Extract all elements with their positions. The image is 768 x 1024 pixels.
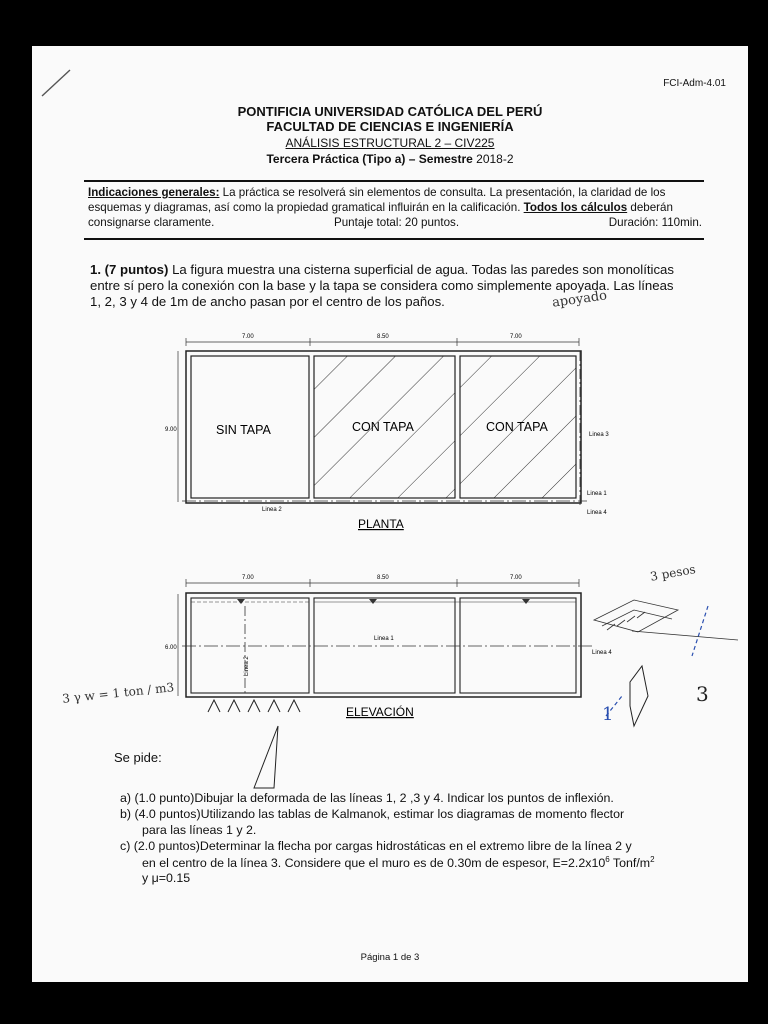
hand-note-formula: 3 γ w = 1 ton / m3 [61,680,175,706]
exponent-6: 6 [605,855,610,864]
hand-3d-sketch [594,600,678,632]
problem-line-2: entre sí pero la conexión con la base y la tapa se considera como simplemente apoyada. Las líneas [90,278,674,293]
elev-dim-3: 7.00 [510,575,522,581]
hand-load-sketch [254,726,278,788]
document-code: FCI-Adm-4.01 [663,78,726,89]
plan-line-1-label: Linea 1 [587,491,607,497]
elev-dim-1: 7.00 [242,575,254,581]
plan-line-4-label: Linea 4 [587,510,607,516]
elevation-cell-2 [314,598,455,693]
plan-line-2-label: Linea 2 [262,507,282,513]
instructions-line-3: consignarse claramente. [88,216,215,229]
exam-year: 2018-2 [476,152,514,166]
exam-title-bold: Tercera Práctica (Tipo a) – Semestre [266,152,473,166]
task-c-line-2 [142,855,655,870]
task-c-line-3: y μ=0.15 [142,871,191,885]
elev-line-2-label: Linea 2 [244,656,250,676]
plan-dim-3: 7.00 [510,334,522,340]
problem-number: 1. (7 puntos) [90,262,169,277]
page-footer: Página 1 de 3 [360,952,420,963]
task-b-line-2: para las líneas 1 y 2. [142,823,257,837]
problem-text-1: La figura muestra una cisterna superficial de agua. Todas las paredes son monolíticas [168,262,674,277]
instructions-text-1: La práctica se resolverá sin elementos de consulta. La presentación, la claridad de los [219,186,666,199]
task-c-line-1: c) (2.0 puntos)Determinar la flecha por cargas hidrostáticas en el extremo libre de la línea 2 y [120,839,632,853]
task-b-line-1: b) (4.0 puntos)Utilizando las tablas de Kalmanok, estimar los diagramas de momento flector [120,807,625,821]
water-level-markers [237,599,530,604]
hand-note-one: 1 [602,704,614,725]
faculty-name: FACULTAD DE CIENCIAS E INGENIERÍA [266,119,514,134]
elev-dim-height: 6.00 [165,645,177,651]
exponent-2: 2 [650,855,655,864]
plan-dim-1: 7.00 [242,334,254,340]
task-c-text: en el centro de la línea 3. Considere que el muro es de 0.30m de espesor, E=2.2x10 [142,856,606,871]
university-name: PONTIFICIA UNIVERSIDAD CATÓLICA DEL PERÚ [237,104,543,119]
plan-dim-2: 8.50 [377,334,389,340]
plan-cell-3-label: CON TAPA [486,420,548,434]
plan-line-3-label: Linea 3 [589,432,609,438]
elev-dim-2: 8.50 [377,575,389,581]
task-a: a) (1.0 punto)Dibujar la deformada de las líneas 1, 2 ,3 y 4. Indicar los puntos de inflexión. [120,791,614,805]
hand-wall-sketch [630,666,648,726]
hand-triangles [208,700,300,712]
elev-line-1-label: Linea 1 [374,636,394,642]
total-score: Puntaje total: 20 puntos. [334,216,460,229]
hand-blue-dash-1 [692,606,708,656]
instructions-text-3: deberán [627,201,673,214]
instructions-text-2: esquemas y diagramas, así como la propiedad gramatical influirán en la calificación. [88,201,524,214]
elevation-cell-3 [460,598,576,693]
tasks-intro: Se pide: [114,750,162,765]
plan-dim-height: 9.00 [165,427,177,433]
hand-axis [632,631,738,640]
plan-caption: PLANTA [358,517,404,531]
elev-line-4-label: Linea 4 [592,650,612,656]
instructions-bold: Todos los cálculos [523,201,628,214]
elevation-cell-1 [191,598,309,693]
elevation-caption: ELEVACIÓN [346,705,414,719]
task-c-unit: Tonf/m [609,856,651,871]
hand-note-apoyado: apoyado [551,288,608,311]
plan-cell-1-label: SIN TAPA [216,423,271,437]
hand-note-three: 3 [696,682,709,706]
duration: Duración: 110min. [608,216,702,229]
course-title: ANÁLISIS ESTRUCTURAL 2 – CIV225 [285,136,495,150]
exam-page [32,46,748,982]
plan-cell-2-label: CON TAPA [352,420,414,434]
problem-line-3: 1, 2, 3 y 4 de 1m de ancho pasan por el centro de los paños. [90,294,445,309]
hand-note-pesos: 3 pesos [649,562,697,584]
instructions-heading: Indicaciones generales: [88,186,220,199]
